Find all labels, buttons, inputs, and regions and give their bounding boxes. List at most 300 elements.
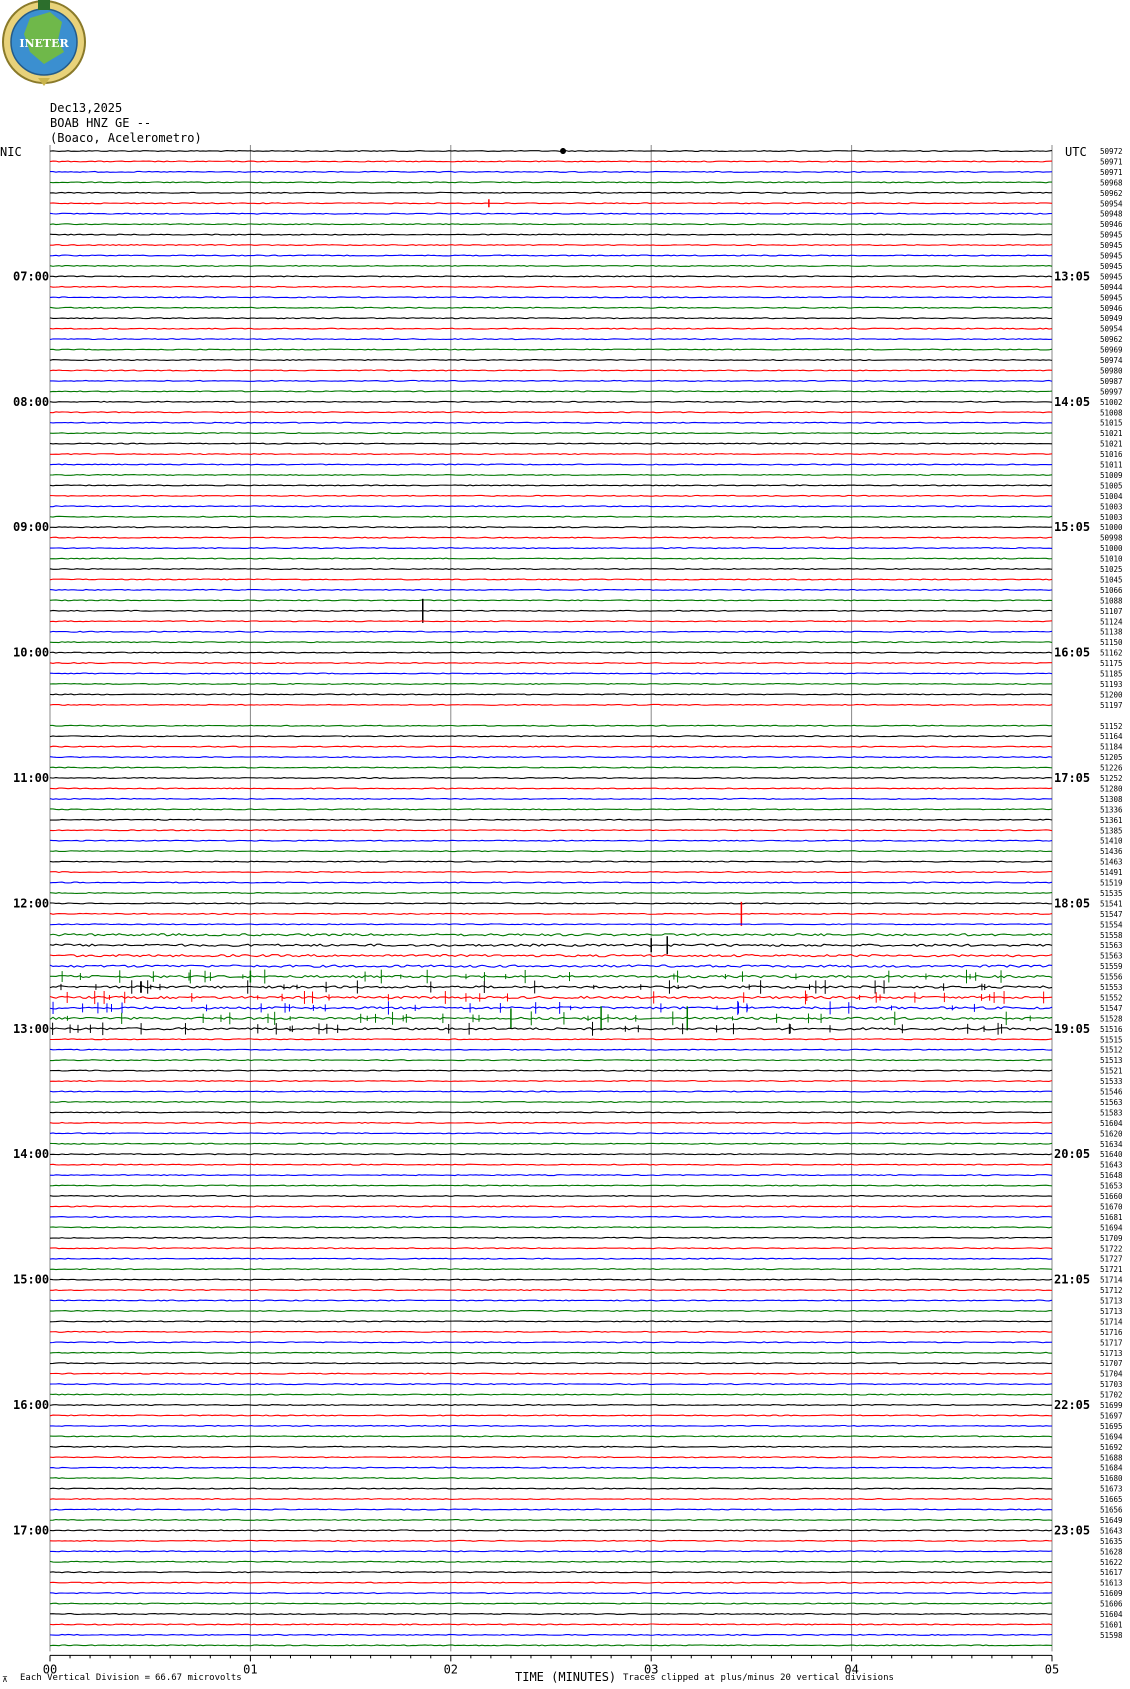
right-hour-label: 19:05	[1054, 1021, 1091, 1036]
seismic-traces	[50, 148, 1052, 1646]
trace-offset-label: 51606	[1100, 1599, 1123, 1609]
trace-102	[50, 1216, 1052, 1217]
trace-123	[50, 1436, 1052, 1437]
left-hour-label: 17:00	[13, 1523, 50, 1538]
trace-96	[50, 1154, 1052, 1155]
header-date: Dec13,2025	[50, 101, 123, 115]
trace-offset-label: 51692	[1100, 1442, 1123, 1452]
trace-offset-label: 51559	[1100, 962, 1123, 972]
trace-115	[50, 1352, 1052, 1353]
trace-offset-label: 51008	[1100, 408, 1123, 418]
trace-offset-label: 51634	[1100, 1139, 1123, 1149]
trace-95	[50, 1143, 1052, 1144]
right-hour-label: 21:05	[1054, 1272, 1091, 1287]
trace-offset-label: 51003	[1100, 502, 1123, 512]
trace-offset-label: 50946	[1100, 220, 1123, 230]
trace-27	[50, 433, 1052, 434]
trace-23	[50, 391, 1052, 392]
trace-offset-label: 51697	[1100, 1411, 1123, 1421]
trace-offset-label: 51558	[1100, 930, 1123, 940]
trace-offset-label: 51653	[1100, 1181, 1123, 1191]
trace-13	[50, 286, 1052, 287]
trace-offset-label: 51280	[1100, 784, 1123, 794]
trace-offset-label: 51613	[1100, 1578, 1123, 1588]
scale-value: 66.67 microvolts	[155, 1673, 242, 1683]
trace-49	[50, 663, 1052, 664]
trace-109	[50, 1290, 1052, 1291]
trace-108	[50, 1279, 1052, 1280]
trace-offset-label: 51463	[1100, 857, 1123, 867]
start-marker	[560, 148, 566, 154]
trace-offset-label: 51410	[1100, 836, 1123, 846]
trace-74	[50, 924, 1052, 925]
trace-offset-label: 51712	[1100, 1286, 1123, 1296]
trace-offset-label: 50971	[1100, 157, 1123, 167]
right-hour-label: 23:05	[1054, 1523, 1091, 1538]
trace-40	[50, 569, 1052, 570]
trace-offset-label: 51688	[1100, 1453, 1123, 1463]
trace-offset-label: 51003	[1100, 512, 1123, 522]
trace-offset-label: 51197	[1100, 700, 1123, 710]
trace-128	[50, 1488, 1052, 1489]
trace-offset-label: 51604	[1100, 1118, 1123, 1128]
trace-137	[50, 1582, 1052, 1583]
header-location: (Boaco, Acelerometro)	[50, 131, 202, 145]
trace-offset-label: 51436	[1100, 847, 1123, 857]
trace-80	[50, 986, 1052, 988]
trace-offset-label: 51665	[1100, 1495, 1123, 1505]
trace-50	[50, 673, 1052, 674]
trace-offset-label: 51563	[1100, 941, 1123, 951]
trace-25	[50, 412, 1052, 413]
trace-75	[50, 934, 1052, 936]
trace-offset-label: 51546	[1100, 1087, 1123, 1097]
trace-offset-label: 51609	[1100, 1589, 1123, 1599]
right-hour-label: 13:05	[1054, 269, 1091, 284]
trace-66	[50, 840, 1052, 841]
trace-offset-label: 51162	[1100, 648, 1123, 658]
trace-73	[50, 913, 1052, 914]
trace-124	[50, 1446, 1052, 1447]
trace-36	[50, 527, 1052, 528]
trace-offset-label: 51226	[1100, 763, 1123, 773]
trace-47	[50, 642, 1052, 643]
right-hour-label: 16:05	[1054, 645, 1091, 660]
trace-111	[50, 1311, 1052, 1312]
trace-41	[50, 579, 1052, 580]
trace-offset-label: 51184	[1100, 742, 1123, 752]
trace-33	[50, 495, 1052, 496]
right-hour-label: 18:05	[1054, 896, 1091, 911]
trace-offset-label: 51643	[1100, 1160, 1123, 1170]
trace-offset-label: 51521	[1100, 1066, 1123, 1076]
trace-offset-label: 51000	[1100, 523, 1123, 533]
trace-68	[50, 861, 1052, 862]
trace-offset-label: 51512	[1100, 1045, 1123, 1055]
trace-offset-label: 50972	[1100, 147, 1123, 156]
trace-offset-label: 51533	[1100, 1077, 1123, 1087]
trace-offset-label: 51617	[1100, 1568, 1123, 1578]
trace-offset-label: 51649	[1100, 1515, 1123, 1525]
trace-offset-label: 51547	[1100, 909, 1123, 919]
scale-icon: ⊼	[2, 1675, 8, 1684]
trace-72	[50, 903, 1052, 904]
trace-offset-label: 50968	[1100, 178, 1123, 188]
trace-offset-label: 51695	[1100, 1421, 1123, 1431]
trace-126	[50, 1467, 1052, 1468]
trace-35	[50, 516, 1052, 517]
trace-offset-label: 51713	[1100, 1306, 1123, 1316]
trace-32	[50, 485, 1052, 486]
left-hour-label: 09:00	[13, 520, 50, 535]
trace-117	[50, 1373, 1052, 1374]
left-hour-label: 07:00	[13, 269, 50, 284]
trace-52	[50, 694, 1052, 695]
ineter-logo	[3, 0, 85, 86]
trace-61	[50, 788, 1052, 789]
x-tick-label: 02	[443, 1662, 459, 1677]
trace-offset-label: 51491	[1100, 868, 1123, 878]
trace-134	[50, 1551, 1052, 1552]
trace-offset-label: 51640	[1100, 1150, 1123, 1160]
trace-107	[50, 1269, 1052, 1270]
trace-132	[50, 1530, 1052, 1531]
trace-63	[50, 809, 1052, 810]
left-hour-label: 15:00	[13, 1272, 50, 1287]
trace-offset-label: 51000	[1100, 544, 1123, 554]
trace-112	[50, 1321, 1052, 1322]
trace-21	[50, 370, 1052, 371]
trace-offset-label: 51620	[1100, 1129, 1123, 1139]
trace-offset-label: 50945	[1100, 251, 1123, 261]
trace-42	[50, 589, 1052, 590]
trace-15	[50, 307, 1052, 308]
trace-1	[50, 161, 1052, 162]
trace-offset-label: 51519	[1100, 878, 1123, 888]
trace-46	[50, 631, 1052, 632]
trace-31	[50, 475, 1052, 476]
trace-offset-label: 50945	[1100, 293, 1123, 303]
trace-offset-label: 51583	[1100, 1108, 1123, 1118]
trace-39	[50, 558, 1052, 559]
trace-offset-label: 51088	[1100, 596, 1123, 606]
trace-51	[50, 684, 1052, 685]
trace-70	[50, 882, 1052, 883]
x-tick-label: 01	[243, 1662, 258, 1677]
trace-offset-label: 51622	[1100, 1557, 1123, 1567]
trace-110	[50, 1300, 1052, 1301]
trace-85	[50, 1039, 1052, 1040]
trace-offset-label: 50949	[1100, 314, 1123, 324]
trace-94	[50, 1133, 1052, 1134]
trace-offset-label: 51385	[1100, 826, 1123, 836]
trace-offset-label: 51716	[1100, 1327, 1123, 1337]
trace-offset-label: 51150	[1100, 638, 1123, 648]
trace-offset-label: 51670	[1100, 1202, 1123, 1212]
trace-offset-label: 51021	[1100, 429, 1123, 439]
trace-19	[50, 349, 1052, 350]
trace-22	[50, 380, 1052, 381]
trace-offset-label: 50962	[1100, 188, 1123, 198]
header-station: BOAB HNZ GE --	[50, 116, 152, 130]
trace-offset-label: 51193	[1100, 679, 1123, 689]
trace-3	[50, 182, 1052, 183]
trace-5	[50, 203, 1052, 204]
trace-offset-label: 51699	[1100, 1401, 1123, 1410]
trace-offset-label: 51704	[1100, 1369, 1123, 1379]
trace-offset-label: 51635	[1100, 1536, 1123, 1546]
trace-offset-label: 51563	[1100, 951, 1123, 961]
left-hour-label: 13:00	[13, 1021, 50, 1036]
right-hour-label: 22:05	[1054, 1398, 1091, 1412]
trace-64	[50, 819, 1052, 820]
trace-16	[50, 318, 1052, 319]
trace-77	[50, 955, 1052, 957]
trace-113	[50, 1331, 1052, 1332]
trace-offset-label: 50946	[1100, 303, 1123, 313]
trace-97	[50, 1164, 1052, 1165]
right-hour-label: 14:05	[1054, 394, 1091, 409]
trace-83	[50, 1017, 1052, 1019]
trace-11	[50, 266, 1052, 267]
trace-offset-label: 51175	[1100, 659, 1123, 669]
trace-offset-label: 51513	[1100, 1056, 1123, 1066]
trace-offset-label: 50945	[1100, 230, 1123, 240]
trace-116	[50, 1363, 1052, 1364]
trace-offset-label: 51717	[1100, 1338, 1123, 1348]
trace-56	[50, 736, 1052, 737]
trace-34	[50, 506, 1052, 507]
trace-30	[50, 464, 1052, 465]
trace-76	[50, 944, 1052, 946]
trace-offset-label: 50944	[1100, 282, 1123, 292]
trace-offset-label: 51713	[1100, 1348, 1123, 1358]
trace-120	[50, 1405, 1052, 1406]
trace-offset-label: 51138	[1100, 627, 1123, 637]
left-hour-labels	[13, 269, 49, 1537]
trace-86	[50, 1049, 1052, 1050]
trace-17	[50, 328, 1052, 329]
trace-offset-label: 51002	[1100, 397, 1123, 407]
trace-offset-label: 50948	[1100, 209, 1123, 219]
left-hour-label: 16:00	[13, 1398, 50, 1412]
trace-24	[50, 401, 1052, 402]
trace-offset-label: 51009	[1100, 470, 1123, 480]
x-tick-label: 03	[643, 1662, 659, 1677]
left-hour-label: 10:00	[13, 645, 50, 660]
trace-20	[50, 360, 1052, 361]
trace-offset-label: 51535	[1100, 888, 1123, 898]
trace-offset-label: 50954	[1100, 324, 1123, 334]
trace-offset-label: 51648	[1100, 1171, 1123, 1181]
trace-100	[50, 1196, 1052, 1197]
trace-139	[50, 1603, 1052, 1604]
trace-9	[50, 245, 1052, 246]
trace-offset-label: 51554	[1100, 920, 1123, 930]
trace-131	[50, 1520, 1052, 1521]
trace-37	[50, 537, 1052, 538]
trace-4	[50, 192, 1052, 193]
trace-offset-label: 51598	[1100, 1630, 1123, 1640]
trace-71	[50, 893, 1052, 894]
x-tick-label: 05	[1044, 1662, 1060, 1677]
trace-127	[50, 1478, 1052, 1479]
trace-2	[50, 171, 1052, 172]
trace-129	[50, 1499, 1052, 1500]
trace-26	[50, 422, 1052, 423]
right-hour-label: 15:05	[1054, 520, 1091, 535]
right-hour-label: 17:05	[1054, 771, 1091, 785]
trace-offset-label: 50998	[1100, 533, 1123, 543]
trace-offset-label: 51656	[1100, 1505, 1123, 1515]
trace-offset-label: 51702	[1100, 1390, 1123, 1400]
trace-offset-label: 51660	[1100, 1192, 1123, 1201]
trace-offset-label: 51011	[1100, 460, 1123, 470]
trace-12	[50, 276, 1052, 277]
trace-offset-label: 51515	[1100, 1035, 1123, 1045]
trace-offset-label: 50962	[1100, 335, 1123, 345]
trace-143	[50, 1645, 1052, 1646]
trace-136	[50, 1572, 1052, 1573]
right-timezone-label: UTC	[1065, 145, 1087, 159]
trace-offset-label: 51694	[1100, 1432, 1123, 1442]
trace-88	[50, 1070, 1052, 1071]
trace-offset-label: 51673	[1100, 1484, 1123, 1494]
trace-90	[50, 1091, 1052, 1092]
trace-offset-label: 51107	[1100, 606, 1123, 616]
trace-offset-label: 51152	[1100, 721, 1123, 731]
trace-offset-label: 50954	[1100, 199, 1123, 209]
trace-14	[50, 297, 1052, 298]
trace-offset-label: 51722	[1100, 1244, 1123, 1254]
trace-offset-label: 51528	[1100, 1014, 1123, 1024]
trace-28	[50, 443, 1052, 444]
trace-125	[50, 1457, 1052, 1458]
trace-140	[50, 1614, 1052, 1615]
trace-98	[50, 1175, 1052, 1176]
trace-offset-label: 51553	[1100, 983, 1123, 992]
trace-offset-label: 50997	[1100, 387, 1123, 397]
trace-offset-label: 51707	[1100, 1359, 1123, 1369]
trace-offset-label: 51004	[1100, 491, 1123, 501]
trace-7	[50, 224, 1052, 225]
scale-note: Each Vertical Division =	[20, 1673, 151, 1683]
trace-offset-label: 51124	[1100, 617, 1123, 627]
right-hour-label: 20:05	[1054, 1147, 1091, 1162]
trace-138	[50, 1593, 1052, 1594]
trace-offset-label: 51714	[1100, 1275, 1123, 1285]
trace-offset-label: 51709	[1100, 1233, 1123, 1243]
trace-offset-label: 51694	[1100, 1223, 1123, 1233]
left-hour-label: 12:00	[13, 896, 50, 911]
trace-offset-label: 50945	[1100, 241, 1123, 251]
trace-67	[50, 851, 1052, 852]
trace-0	[50, 151, 1052, 152]
trace-offset-label: 51045	[1100, 575, 1123, 585]
trace-101	[50, 1206, 1052, 1207]
trace-offset-label: 51541	[1100, 899, 1123, 909]
trace-87	[50, 1060, 1052, 1061]
trace-130	[50, 1509, 1052, 1510]
trace-8	[50, 234, 1052, 235]
logo-text: INETER	[19, 37, 69, 50]
trace-38	[50, 548, 1052, 549]
trace-45	[50, 621, 1052, 622]
trace-10	[50, 255, 1052, 256]
x-tick-label: 00	[42, 1662, 58, 1677]
left-hour-label: 11:00	[13, 771, 50, 785]
trace-offset-label: 51205	[1100, 753, 1123, 763]
trace-122	[50, 1425, 1052, 1426]
trace-offset-label: 50987	[1100, 376, 1123, 386]
trace-79	[50, 975, 1052, 977]
trace-offset-label: 50980	[1100, 366, 1123, 376]
trace-offset-label: 51684	[1100, 1463, 1123, 1473]
x-tick-label: 04	[844, 1662, 859, 1677]
trace-offset-label: 50971	[1100, 167, 1123, 177]
trace-105	[50, 1248, 1052, 1249]
trace-offset-label: 51361	[1100, 815, 1123, 825]
trace-offset-label: 51066	[1100, 585, 1123, 595]
left-timezone-label: NIC	[0, 145, 22, 159]
trace-65	[50, 830, 1052, 831]
trace-offset-label: 51336	[1100, 805, 1123, 815]
trace-offset-label: 50945	[1100, 261, 1123, 271]
trace-18	[50, 339, 1052, 340]
trace-114	[50, 1342, 1052, 1343]
left-hour-label: 14:00	[13, 1147, 50, 1162]
trace-142	[50, 1634, 1052, 1635]
trace-57	[50, 746, 1052, 747]
trace-103	[50, 1227, 1052, 1228]
trace-offset-label: 51164	[1100, 732, 1123, 742]
trace-offset-label: 51681	[1100, 1212, 1123, 1222]
trace-133	[50, 1540, 1052, 1541]
trace-106	[50, 1258, 1052, 1259]
trace-59	[50, 767, 1052, 768]
trace-offset-label: 51005	[1100, 481, 1123, 491]
right-hour-labels	[1054, 269, 1090, 1537]
trace-84	[50, 1028, 1052, 1030]
trace-89	[50, 1081, 1052, 1082]
trace-53	[50, 704, 1052, 705]
trace-offset-label: 50945	[1100, 272, 1123, 282]
trace-93	[50, 1122, 1052, 1123]
trace-offset-label: 51200	[1100, 690, 1123, 700]
trace-offset-label: 51604	[1100, 1610, 1123, 1619]
trace-offset-label: 51703	[1100, 1380, 1123, 1390]
trace-60	[50, 778, 1052, 779]
trace-119	[50, 1394, 1052, 1395]
trace-offset-label: 51516	[1100, 1024, 1123, 1034]
trace-118	[50, 1384, 1052, 1385]
trace-135	[50, 1561, 1052, 1562]
trace-121	[50, 1415, 1052, 1416]
trace-offset-label: 51025	[1100, 565, 1123, 574]
trace-offset-label: 51015	[1100, 418, 1123, 428]
trace-offset-label: 51721	[1100, 1265, 1123, 1275]
trace-78	[50, 965, 1052, 967]
trace-offset-label: 51643	[1100, 1526, 1123, 1536]
trace-141	[50, 1624, 1052, 1625]
trace-offset-label: 51010	[1100, 554, 1123, 564]
trace-offset-labels	[1100, 147, 1123, 1640]
trace-offset-label: 51601	[1100, 1620, 1123, 1630]
trace-offset-label: 51021	[1100, 439, 1123, 449]
trace-44	[50, 610, 1052, 611]
trace-91	[50, 1102, 1052, 1103]
trace-offset-label: 50974	[1100, 356, 1123, 365]
